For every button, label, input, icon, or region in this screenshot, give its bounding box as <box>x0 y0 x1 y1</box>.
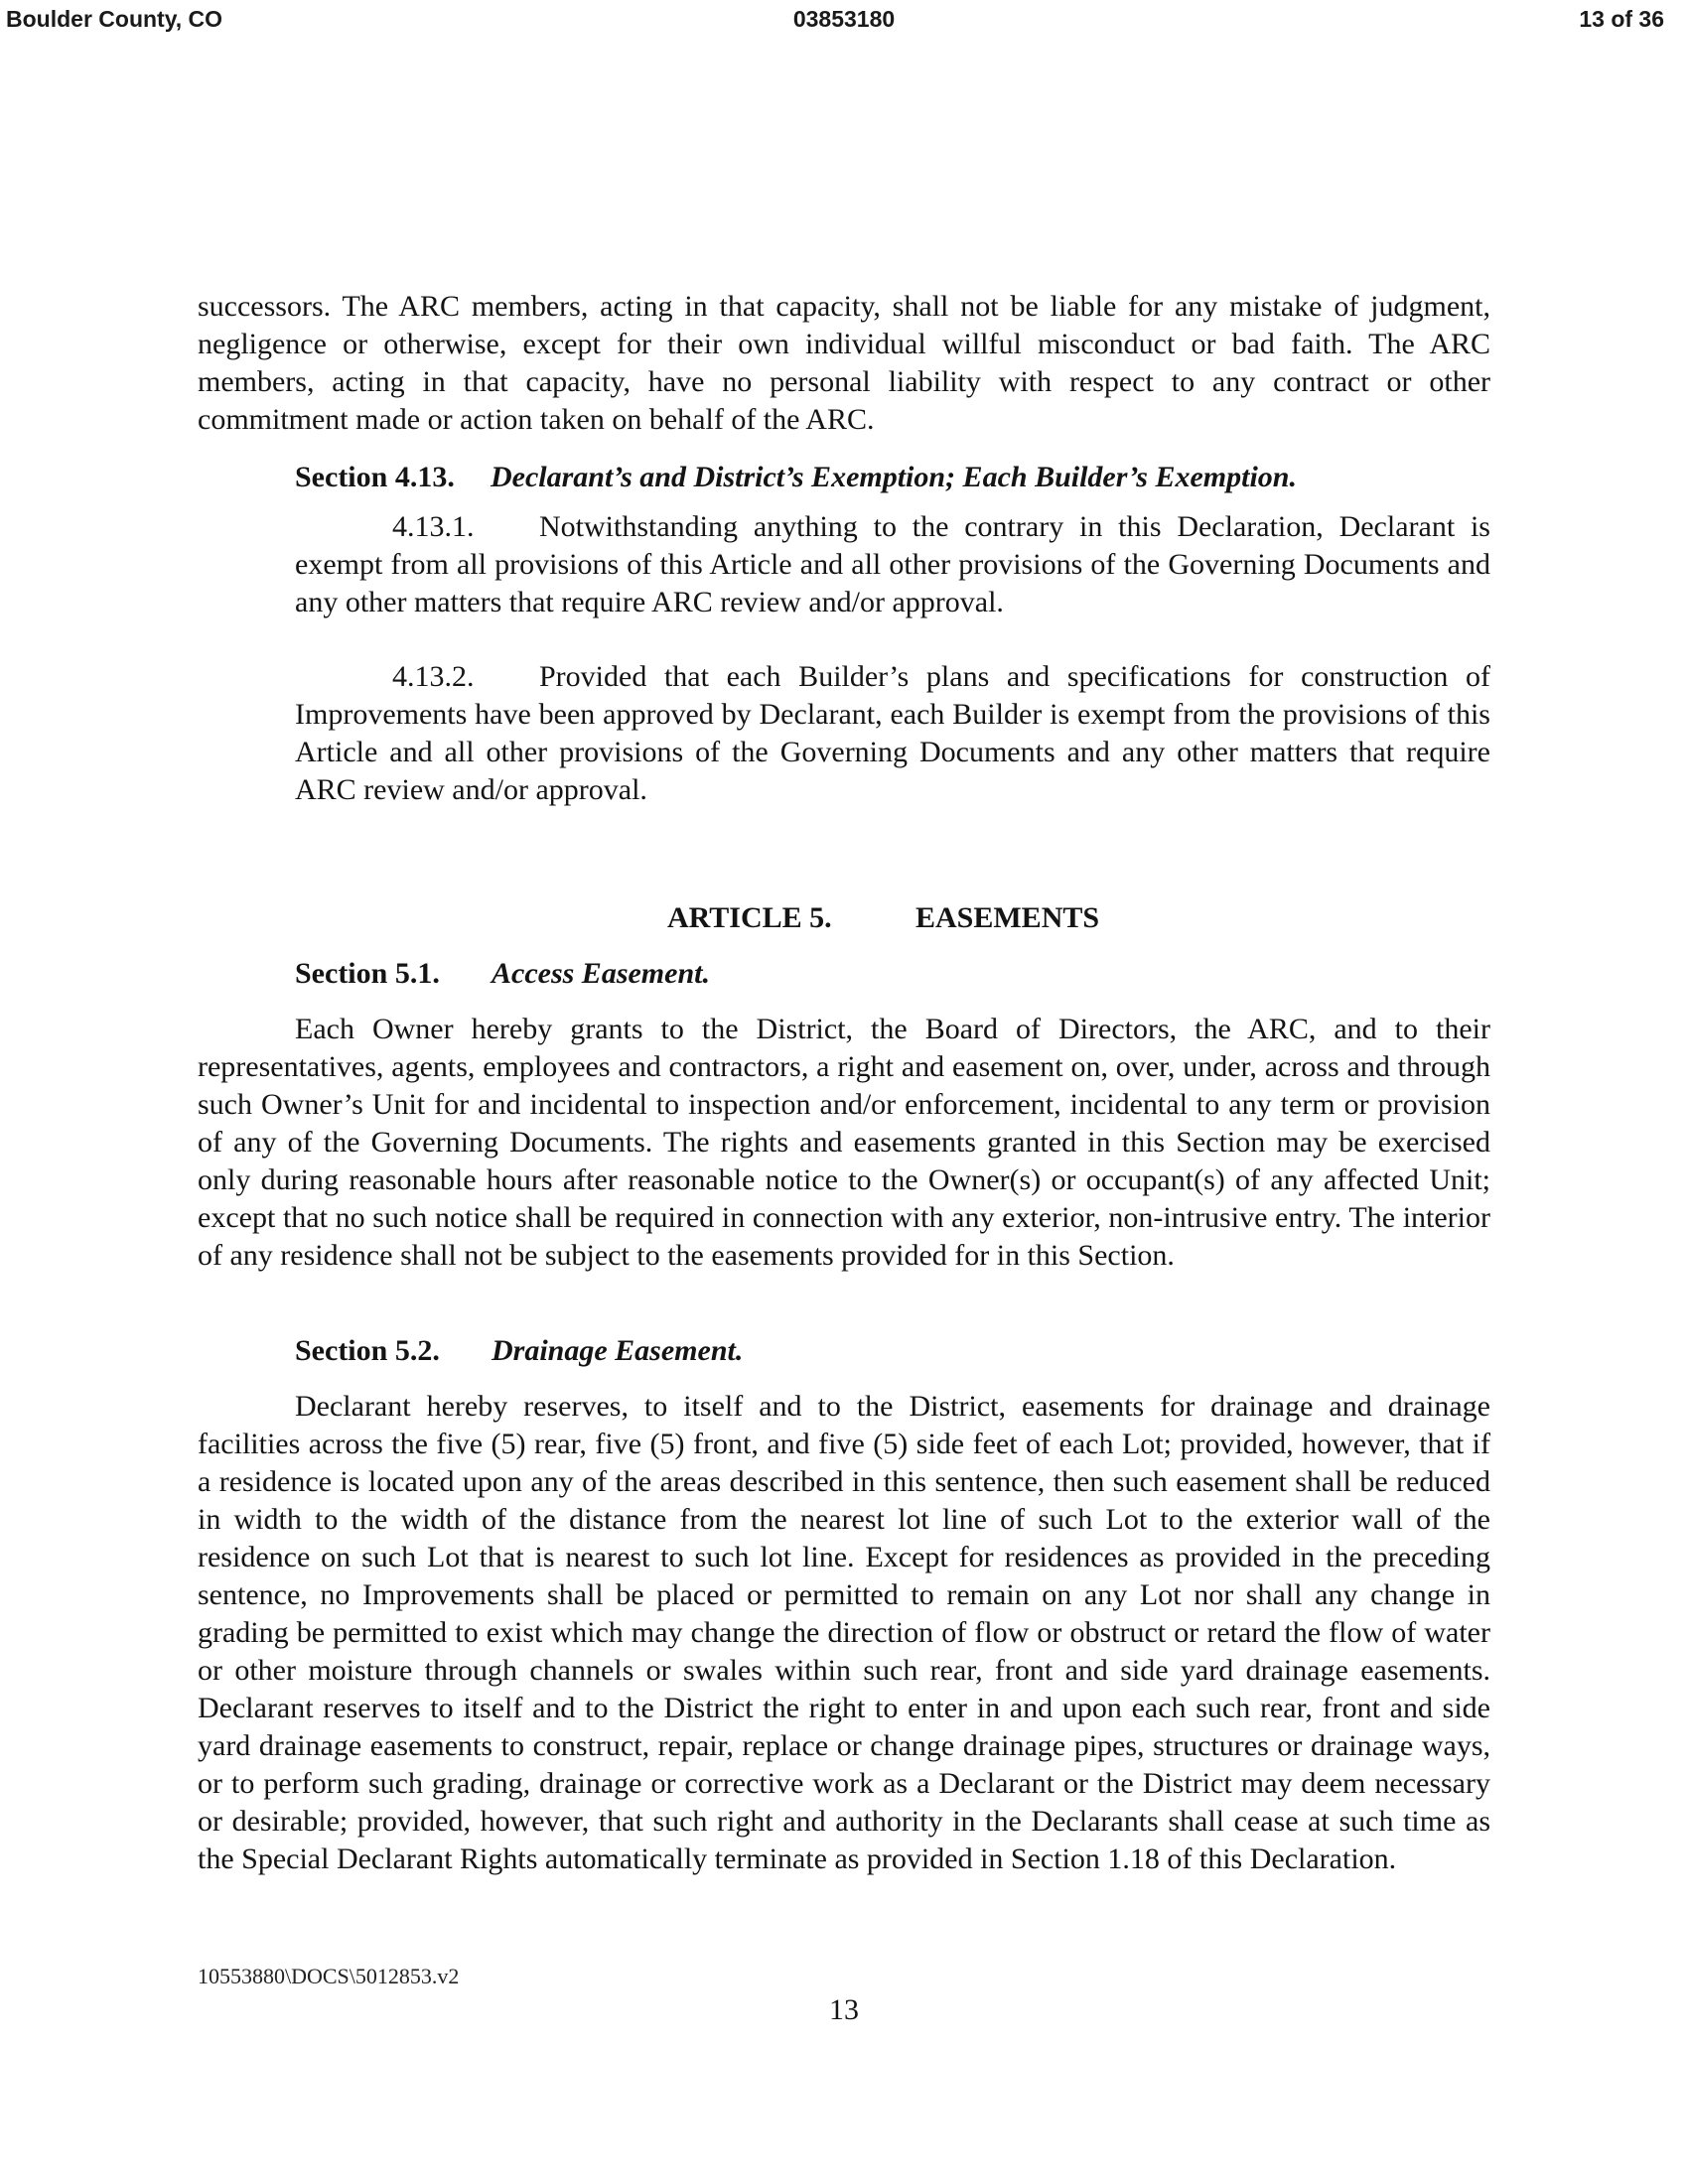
article-title: EASEMENTS <box>915 901 1100 934</box>
subsection-text: Provided that each Builder’s plans and specifications for construction of Improvements have been approved by Declarant, each Builder is exempt from the provisions of this Article and all other provisions of the Governing Documents and any other matters that require ARC review and/or approval. <box>295 660 1490 806</box>
subsection-4-13-1 <box>295 508 1490 621</box>
subsection-4-13-2 <box>295 658 1490 809</box>
page-counter: 13 of 36 <box>1579 6 1664 32</box>
section-number: Section 5.2. <box>295 1334 440 1367</box>
section-5-1-paragraph: Each Owner hereby grants to the District, the Board of Directors, the ARC, and to their representatives, agents, employees and contractors, a right and easement on, over, under, across and through such Owner’s Unit for and incidental to inspection and/or enforcement, incidental to any term or provision of any of the Governing Documents. The rights and easements granted in this Section may be exercised only during reasonable hours after reasonable notice to the Owner(s) or occupant(s) of any affected Unit; except that no such notice shall be required in connection with any exterior, non-intrusive entry. The interior of any residence shall not be subject to the easements provided for in this Section. <box>198 1013 1490 1272</box>
subsection-text: Notwithstanding anything to the contrary in this Declaration, Declarant is exempt from all provisions of this Article and all other provisions of the Governing Documents and any other matters that require ARC review and/or approval. <box>295 510 1490 618</box>
continuation-paragraph: successors. The ARC members, acting in that capacity, shall not be liable for any mistake of judgment, negligence or otherwise, except for their own individual willful misconduct or bad faith. The ARC members, acting in that capacity, have no personal liability with respect to any contract or other commitment made or action taken on behalf of the ARC. <box>198 290 1490 436</box>
county-label: Boulder County, CO <box>6 6 223 32</box>
section-title: Declarant’s and District’s Exemption; Each Builder’s Exemption. <box>491 461 1297 493</box>
section-number: Section 4.13. <box>295 461 455 493</box>
section-title: Drainage Easement. <box>492 1334 744 1367</box>
section-number: Section 5.1. <box>295 957 440 990</box>
section-5-2-paragraph: Declarant hereby reserves, to itself and to the District, easements for drainage and drainage facilities across the five (5) rear, five (5) front, and five (5) side feet of each Lot; provided, however, that if a residence is located upon any of the areas described in this sentence, then such easement shall be reduced in width to the width of the distance from the nearest lot line of such Lot to the exterior wall of the residence on such Lot that is nearest to such lot line. Except for residences as provided in the preceding sentence, no Improvements shall be placed or permitted to remain on any Lot nor shall any change in grading be permitted to exist which may change the direction of flow or obstruct or retard the flow of water or other moisture through channels or swales within such rear, front and side yard drainage easements. Declarant reserves to itself and to the District the right to enter in and upon each such rear, front and side yard drainage easements to construct, repair, replace or change drainage pipes, structures or drainage ways, or to perform such grading, drainage or corrective work as a Declarant or the District may deem necessary or desirable; provided, however, that such right and authority in the Declarants shall cease at such time as the Special Declarant Rights automatically terminate as provided in Section 1.18 of this Declaration. <box>198 1390 1490 1875</box>
section-5-2-heading <box>295 1332 743 1370</box>
subsection-number: 4.13.2. <box>392 660 475 693</box>
document-number: 03853180 <box>792 6 896 32</box>
section-title: Access Easement. <box>492 957 710 990</box>
document-code: 10553880\DOCS\5012853.v2 <box>198 1964 460 1988</box>
page-number: 13 <box>829 1993 859 2026</box>
article-number: ARTICLE 5. <box>667 901 832 934</box>
section-4-13-heading <box>295 459 1297 496</box>
subsection-number: 4.13.1. <box>392 510 475 543</box>
section-5-1-heading <box>295 955 710 993</box>
